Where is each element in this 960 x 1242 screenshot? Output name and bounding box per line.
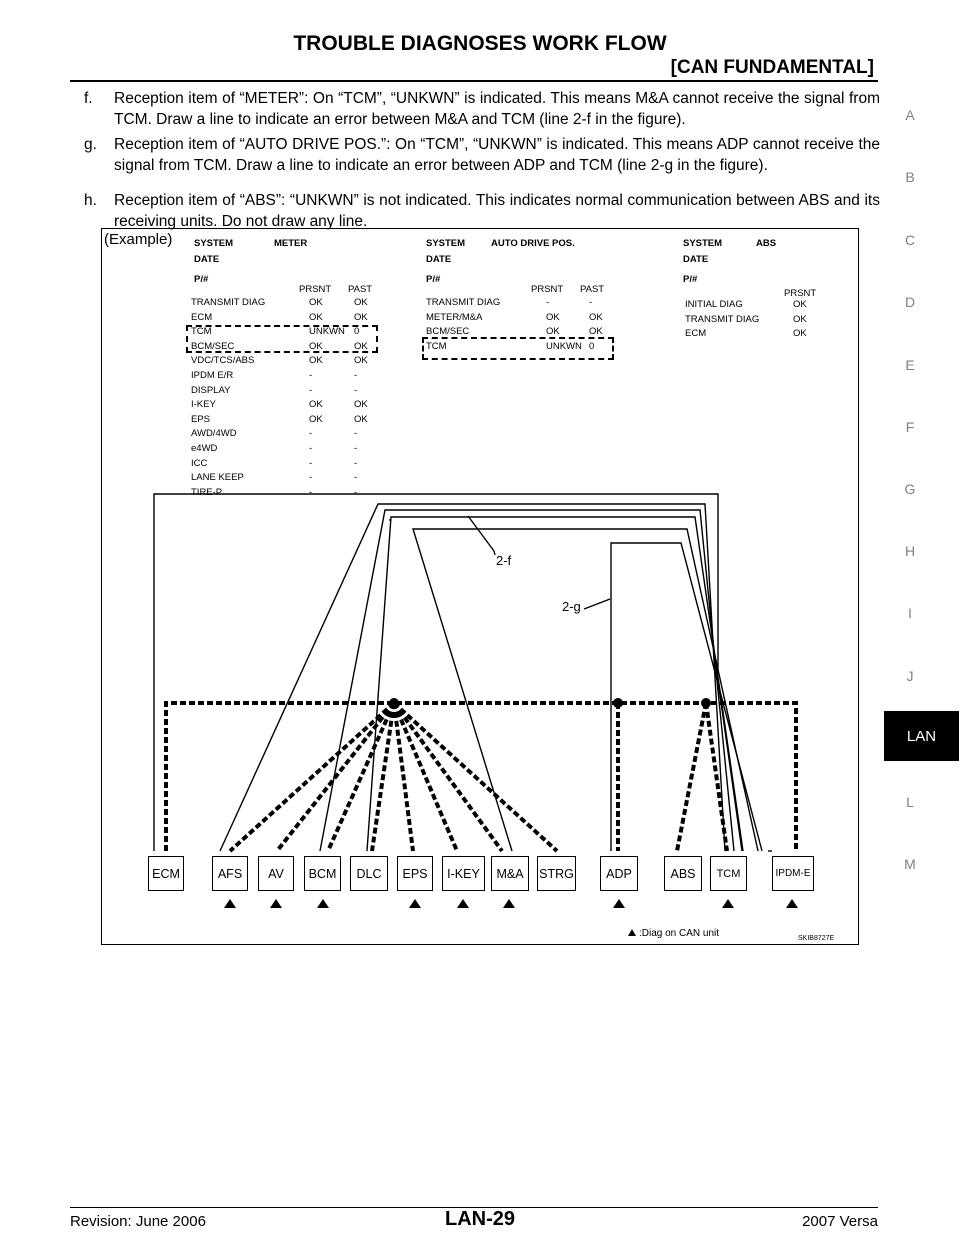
row-past-value: OK [589, 311, 603, 323]
junction-dot [389, 698, 399, 708]
row-item-label: AWD/4WD [191, 428, 237, 440]
unit-i-key: I-KEY [442, 856, 485, 891]
row-prsnt-value: OK [309, 297, 323, 308]
row-past-value: - [354, 428, 358, 440]
row-item-label: LANE KEEP [191, 472, 244, 484]
col-past: PAST [348, 284, 373, 295]
diag-triangle-icon [722, 899, 734, 908]
row-prsnt-value: OK [546, 326, 560, 338]
unit-abs: ABS [664, 856, 702, 891]
diag-triangle-icon [317, 899, 329, 908]
col-prsnt: PRSNT [299, 284, 332, 295]
pn-label: P/# [426, 274, 441, 285]
diag-triangle-icon [270, 899, 282, 908]
junction-dot [613, 698, 623, 708]
row-item-label: TRANSMIT DIAG [685, 313, 760, 325]
row-item-label: e4WD [191, 443, 218, 454]
unit-av: AV [258, 856, 294, 891]
row-prsnt-value: OK [793, 328, 807, 340]
diag-triangle-icon [503, 899, 515, 908]
page-title: TROUBLE DIAGNOSES WORK FLOW [293, 32, 667, 55]
index-letter-l[interactable]: L [906, 794, 914, 810]
row-past-value: 0 [589, 340, 595, 352]
row-item-label: ECM [685, 328, 707, 340]
unit-ma: M&A [491, 856, 529, 891]
junction-dot [701, 698, 711, 708]
paragraph-text: Reception item of “AUTO DRIVE POS.”: On “TCM”, “UNKWN” is indicated. This means ADP cannot receive the signal from TCM. Draw a line to indicate an error between ADP and TCM (line 2-g in the figure). [114, 136, 880, 174]
paragraph-text: Reception item of “METER”: On “TCM”, “UNKWN” is indicated. This means M&A cannot receive the signal from TCM. Draw a line to indicate an error between M&A and TCM (line 2-f in the figure). [114, 90, 880, 128]
unit-eps: EPS [397, 856, 433, 891]
row-past-value: - [589, 297, 593, 308]
row-item-label: EPS [191, 413, 211, 425]
section-subtitle: [CAN FUNDAMENTAL] [670, 57, 874, 78]
unit-ecm: ECM [148, 856, 184, 891]
row-prsnt-value: OK [309, 399, 323, 411]
row-prsnt-value: OK [793, 313, 807, 325]
index-letter-f[interactable]: F [905, 419, 915, 435]
row-item-label: DISPLAY [191, 384, 231, 396]
paragraph-h [84, 190, 880, 232]
can-network-diagram [102, 229, 858, 944]
unit-tcm: TCM [710, 856, 747, 891]
system-name: METER [274, 238, 308, 249]
can-diagnosis-figure [101, 228, 859, 945]
row-past-value: OK [354, 311, 368, 323]
row-item-label: TCM [191, 326, 212, 338]
row-prsnt-value: - [309, 457, 313, 469]
row-prsnt-value: OK [309, 355, 323, 367]
system-label: SYSTEM [194, 238, 234, 249]
row-item-label: BCM/SEC [426, 326, 470, 338]
row-past-value: OK [354, 399, 368, 411]
unit-ipdm-e: IPDM-E [772, 856, 814, 891]
row-item-label: I-KEY [191, 399, 216, 411]
index-letter-c[interactable]: C [904, 232, 916, 248]
system-name: AUTO DRIVE POS. [491, 238, 575, 249]
diag-triangle-icon [786, 899, 798, 908]
row-prsnt-value: - [309, 428, 313, 440]
diag-triangle-icon [409, 899, 421, 908]
index-letter-a[interactable]: A [905, 107, 915, 123]
legend-triangle-icon [628, 929, 636, 936]
row-item-label: TRANSMIT DIAG [426, 297, 501, 308]
row-item-label: BCM/SEC [191, 340, 235, 352]
header-rule [70, 80, 878, 82]
index-letter-g[interactable]: G [904, 481, 916, 497]
row-past-value: OK [589, 326, 603, 338]
row-past-value: OK [354, 413, 368, 425]
paragraph-label: g. [84, 136, 97, 153]
unit-dlc: DLC [350, 856, 388, 891]
row-past-value: - [354, 384, 358, 396]
paragraph-g [84, 134, 880, 176]
model-text: 2007 Versa [802, 1213, 878, 1230]
row-prsnt-value: OK [309, 340, 323, 352]
paragraph-label: f. [84, 90, 93, 107]
bcm-line [320, 510, 734, 851]
row-prsnt-value: UNKWN [546, 340, 582, 352]
diag-triangle-icon [613, 899, 625, 908]
col-prsnt: PRSNT [531, 284, 564, 295]
paragraph-text: Reception item of “ABS”: “UNKWN” is not indicated. This indicates normal communication between ABS and its receiving units. Do not draw any line. [114, 192, 880, 230]
pn-label: P/# [683, 274, 698, 285]
legend-text: :Diag on CAN unit [639, 928, 720, 939]
unit-adp: ADP [600, 856, 638, 891]
row-prsnt-value: OK [309, 413, 323, 425]
row-past-value: OK [354, 355, 368, 367]
page-number: LAN-29 [444, 1208, 515, 1230]
row-item-label: INITIAL DIAG [685, 299, 743, 310]
paragraph-label: h. [84, 192, 97, 209]
row-prsnt-value: OK [309, 311, 323, 323]
row-past-value: - [354, 457, 358, 469]
row-prsnt-value: - [309, 443, 313, 454]
date-label: DATE [426, 254, 452, 265]
row-past-value: OK [354, 297, 368, 308]
row-past-value: - [354, 370, 358, 381]
row-prsnt-value: - [546, 297, 550, 308]
index-letter-e[interactable]: E [905, 357, 915, 373]
row-item-label: ICC [191, 457, 208, 469]
diag-triangle-icon [224, 899, 236, 908]
index-letter-d[interactable]: D [904, 294, 916, 310]
row-prsnt-value: - [309, 472, 313, 484]
date-label: DATE [194, 254, 220, 265]
revision-text: Revision: June 2006 [70, 1213, 206, 1230]
row-item-label: VDC/TCS/ABS [191, 355, 255, 367]
afs-line [220, 504, 725, 851]
date-label: DATE [683, 254, 709, 265]
unit-afs: AFS [212, 856, 248, 891]
row-prsnt-value: OK [546, 311, 560, 323]
row-prsnt-value: OK [793, 299, 807, 310]
system-name: ABS [756, 238, 777, 249]
system-label: SYSTEM [683, 238, 723, 249]
row-past-value: 0 [354, 326, 360, 338]
index-letter-h[interactable]: H [904, 543, 916, 559]
line-label-2f: 2-f [496, 553, 512, 568]
row-item-label: TRANSMIT DIAG [191, 297, 266, 308]
figure-code: SKIB8727E [798, 935, 835, 942]
row-prsnt-value: - [309, 486, 313, 498]
index-letter-j[interactable]: J [906, 668, 914, 684]
row-past-value: - [354, 486, 358, 498]
row-prsnt-value: - [309, 370, 313, 381]
row-prsnt-value: - [309, 384, 313, 396]
col-prsnt: PRSNT [784, 288, 817, 299]
example-label: (Example) [104, 231, 173, 248]
row-item-label: ECM [191, 311, 213, 323]
index-tab-lan[interactable]: LAN [884, 711, 959, 761]
row-item-label: TIRE-P [191, 486, 223, 498]
col-past: PAST [580, 284, 605, 295]
pn-label: P/# [194, 274, 209, 285]
row-past-value: - [354, 472, 358, 484]
index-letter-m[interactable]: M [904, 856, 916, 872]
unit-strg: STRG [537, 856, 576, 891]
row-prsnt-value: UNKWN [309, 326, 345, 338]
row-past-value: OK [354, 340, 368, 352]
system-label: SYSTEM [426, 238, 466, 249]
line-label-2g: 2-g [562, 599, 581, 614]
row-item-label: TCM [426, 340, 447, 352]
index-letter-b[interactable]: B [905, 169, 915, 185]
diag-triangle-icon [457, 899, 469, 908]
index-letter-i[interactable]: I [908, 605, 912, 621]
paragraph-f [84, 88, 880, 130]
row-item-label: METER/M&A [426, 311, 483, 323]
unit-bcm: BCM [304, 856, 341, 891]
row-past-value: - [354, 443, 358, 454]
row-item-label: IPDM E/R [191, 370, 234, 381]
